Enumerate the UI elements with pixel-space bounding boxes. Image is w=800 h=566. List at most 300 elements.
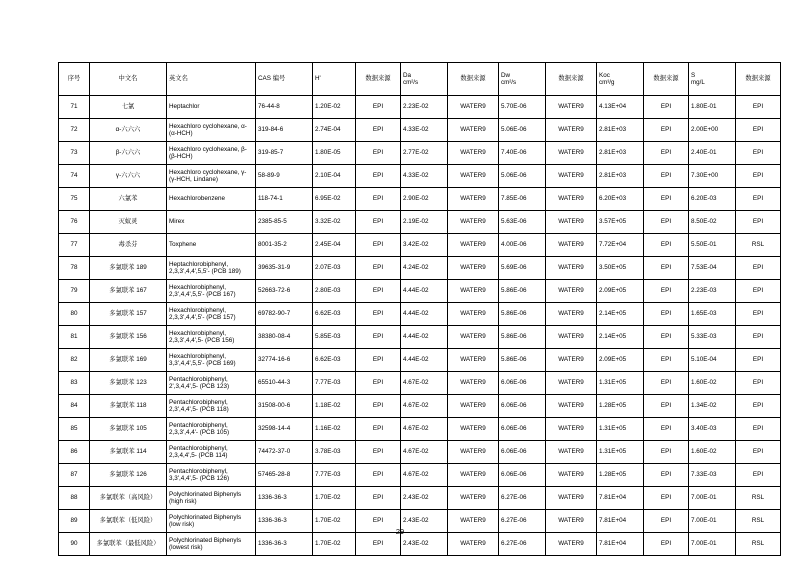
cell-index: 78 bbox=[59, 257, 90, 280]
cell-da-source: WATER9 bbox=[448, 464, 499, 487]
cell-cas-number: 1336-36-3 bbox=[256, 487, 313, 510]
cell-koc: 2.09E+05 bbox=[597, 349, 644, 372]
column-header-koc-source: 数据来源 bbox=[644, 63, 689, 96]
cell-h: 7.77E-03 bbox=[313, 464, 356, 487]
cell-koc: 7.81E+04 bbox=[597, 533, 644, 556]
cell-koc-source: EPI bbox=[644, 349, 689, 372]
cell-s: 5.10E-04 bbox=[689, 349, 736, 372]
cell-h: 2.74E-04 bbox=[313, 119, 356, 142]
cell-english-name: Pentachlorobiphenyl, 3,3',4,4',5- (PCB 126) bbox=[167, 464, 256, 487]
cell-s: 8.50E-02 bbox=[689, 211, 736, 234]
cell-chinese-name: 多氯联苯 167 bbox=[90, 280, 167, 303]
cell-dw: 5.06E-06 bbox=[499, 119, 546, 142]
cell-h-source: EPI bbox=[356, 280, 401, 303]
page-number: 29 bbox=[395, 527, 405, 536]
cell-h: 3.78E-03 bbox=[313, 441, 356, 464]
column-header-da-unit: cm²/s bbox=[403, 79, 419, 87]
cell-cas-number: 1336-36-3 bbox=[256, 510, 313, 533]
cell-chinese-name: 多氯联苯 189 bbox=[90, 257, 167, 280]
column-header-s-source: 数据来源 bbox=[736, 63, 781, 96]
cell-koc: 2.81E+03 bbox=[597, 142, 644, 165]
cell-h: 1.80E-05 bbox=[313, 142, 356, 165]
cell-s: 2.40E-01 bbox=[689, 142, 736, 165]
cell-dw: 5.86E-06 bbox=[499, 326, 546, 349]
cell-dw: 4.00E-06 bbox=[499, 234, 546, 257]
cell-koc: 2.09E+05 bbox=[597, 280, 644, 303]
cell-english-name: Heptachlor bbox=[167, 96, 256, 119]
column-header-koc-unit: cm³/g bbox=[599, 79, 615, 87]
cell-s: 1.80E-01 bbox=[689, 96, 736, 119]
cell-chinese-name: 毒杀芬 bbox=[90, 234, 167, 257]
cell-s: 7.00E-01 bbox=[689, 510, 736, 533]
cell-s-source: EPI bbox=[736, 372, 781, 395]
cell-da-source: WATER9 bbox=[448, 418, 499, 441]
cell-koc-source: EPI bbox=[644, 395, 689, 418]
cell-da: 4.44E-02 bbox=[401, 349, 448, 372]
cell-koc: 6.20E+03 bbox=[597, 188, 644, 211]
cell-h-source: EPI bbox=[356, 96, 401, 119]
cell-dw: 5.70E-06 bbox=[499, 96, 546, 119]
cell-index: 75 bbox=[59, 188, 90, 211]
cell-koc: 2.14E+05 bbox=[597, 326, 644, 349]
cell-dw-source: WATER9 bbox=[546, 487, 597, 510]
cell-index: 87 bbox=[59, 464, 90, 487]
cell-s-source: EPI bbox=[736, 119, 781, 142]
cell-da: 4.67E-02 bbox=[401, 441, 448, 464]
cell-cas-number: 32774-16-6 bbox=[256, 349, 313, 372]
cell-koc-source: EPI bbox=[644, 418, 689, 441]
cell-da: 4.67E-02 bbox=[401, 395, 448, 418]
table-row bbox=[59, 280, 781, 303]
table-row bbox=[59, 418, 781, 441]
cell-dw: 6.27E-06 bbox=[499, 487, 546, 510]
cell-da: 2.43E-02 bbox=[401, 533, 448, 556]
cell-da: 4.33E-02 bbox=[401, 119, 448, 142]
cell-english-name: Mirex bbox=[167, 211, 256, 234]
cell-da-source: WATER9 bbox=[448, 303, 499, 326]
cell-koc-source: EPI bbox=[644, 510, 689, 533]
cell-da-source: WATER9 bbox=[448, 257, 499, 280]
cell-koc: 1.31E+05 bbox=[597, 372, 644, 395]
cell-h-source: EPI bbox=[356, 533, 401, 556]
cell-s-source: EPI bbox=[736, 188, 781, 211]
cell-dw-source: WATER9 bbox=[546, 234, 597, 257]
cell-s: 2.00E+00 bbox=[689, 119, 736, 142]
cell-koc: 7.72E+04 bbox=[597, 234, 644, 257]
cell-da-source: WATER9 bbox=[448, 326, 499, 349]
cell-da-source: WATER9 bbox=[448, 372, 499, 395]
cell-cas-number: 1336-36-3 bbox=[256, 533, 313, 556]
cell-koc-source: EPI bbox=[644, 165, 689, 188]
cell-index: 74 bbox=[59, 165, 90, 188]
cell-h-source: EPI bbox=[356, 326, 401, 349]
cell-da-source: WATER9 bbox=[448, 234, 499, 257]
cell-s: 1.65E-03 bbox=[689, 303, 736, 326]
cell-da-source: WATER9 bbox=[448, 280, 499, 303]
cell-dw-source: WATER9 bbox=[546, 165, 597, 188]
cell-dw: 7.85E-06 bbox=[499, 188, 546, 211]
column-header-s-unit: mg/L bbox=[691, 79, 705, 87]
cell-h-source: EPI bbox=[356, 234, 401, 257]
table-header bbox=[59, 63, 781, 96]
cell-h: 2.45E-04 bbox=[313, 234, 356, 257]
cell-s-source: EPI bbox=[736, 418, 781, 441]
cell-cas-number: 57465-28-8 bbox=[256, 464, 313, 487]
table-header-row bbox=[59, 63, 781, 96]
table-row bbox=[59, 142, 781, 165]
cell-da: 3.42E-02 bbox=[401, 234, 448, 257]
cell-koc-source: EPI bbox=[644, 487, 689, 510]
cell-da-source: WATER9 bbox=[448, 165, 499, 188]
cell-h-source: EPI bbox=[356, 349, 401, 372]
cell-dw: 5.86E-06 bbox=[499, 303, 546, 326]
cell-dw: 6.06E-06 bbox=[499, 441, 546, 464]
cell-h-source: EPI bbox=[356, 441, 401, 464]
cell-chinese-name: 多氯联苯（高风险） bbox=[90, 487, 167, 510]
cell-s: 1.60E-02 bbox=[689, 441, 736, 464]
cell-cas-number: 8001-35-2 bbox=[256, 234, 313, 257]
cell-chinese-name: 多氯联苯 118 bbox=[90, 395, 167, 418]
cell-h-source: EPI bbox=[356, 188, 401, 211]
cell-h-source: EPI bbox=[356, 418, 401, 441]
table-row bbox=[59, 211, 781, 234]
cell-h: 1.16E-02 bbox=[313, 418, 356, 441]
cell-index: 81 bbox=[59, 326, 90, 349]
cell-h: 2.80E-03 bbox=[313, 280, 356, 303]
cell-koc: 4.13E+04 bbox=[597, 96, 644, 119]
table-row bbox=[59, 257, 781, 280]
cell-index: 85 bbox=[59, 418, 90, 441]
cell-koc-source: EPI bbox=[644, 280, 689, 303]
cell-dw-source: WATER9 bbox=[546, 303, 597, 326]
cell-english-name: Hexachlorobiphenyl, 2,3',4,4',5,5'- (PCB 167) bbox=[167, 280, 256, 303]
cell-koc: 7.81E+04 bbox=[597, 510, 644, 533]
table-row bbox=[59, 188, 781, 211]
cell-chinese-name: 多氯联苯 169 bbox=[90, 349, 167, 372]
column-header-english-name: 英文名 bbox=[167, 63, 256, 96]
cell-index: 82 bbox=[59, 349, 90, 372]
cell-s-source: EPI bbox=[736, 96, 781, 119]
column-header-h: H' bbox=[313, 63, 356, 96]
cell-koc-source: EPI bbox=[644, 234, 689, 257]
cell-index: 88 bbox=[59, 487, 90, 510]
cell-dw-source: WATER9 bbox=[546, 441, 597, 464]
cell-h-source: EPI bbox=[356, 303, 401, 326]
cell-da: 2.90E-02 bbox=[401, 188, 448, 211]
cell-index: 84 bbox=[59, 395, 90, 418]
cell-chinese-name: γ-六六六 bbox=[90, 165, 167, 188]
cell-s: 7.33E-03 bbox=[689, 464, 736, 487]
cell-koc: 2.81E+03 bbox=[597, 165, 644, 188]
cell-dw: 6.06E-06 bbox=[499, 418, 546, 441]
cell-cas-number: 76-44-8 bbox=[256, 96, 313, 119]
cell-dw-source: WATER9 bbox=[546, 326, 597, 349]
cell-h: 1.70E-02 bbox=[313, 510, 356, 533]
cell-english-name: Hexachlorobenzene bbox=[167, 188, 256, 211]
cell-koc-source: EPI bbox=[644, 142, 689, 165]
cell-chinese-name: β-六六六 bbox=[90, 142, 167, 165]
table-row bbox=[59, 303, 781, 326]
cell-cas-number: 118-74-1 bbox=[256, 188, 313, 211]
cell-h-source: EPI bbox=[356, 165, 401, 188]
column-header-dw: Dw cm²/s bbox=[499, 63, 546, 96]
cell-index: 90 bbox=[59, 533, 90, 556]
cell-chinese-name: 多氯联苯（最低风险） bbox=[90, 533, 167, 556]
table-row bbox=[59, 234, 781, 257]
cell-cas-number: 319-84-6 bbox=[256, 119, 313, 142]
cell-koc-source: EPI bbox=[644, 257, 689, 280]
cell-index: 76 bbox=[59, 211, 90, 234]
column-header-index: 序号 bbox=[59, 63, 90, 96]
table-row bbox=[59, 326, 781, 349]
cell-da-source: WATER9 bbox=[448, 188, 499, 211]
cell-dw-source: WATER9 bbox=[546, 96, 597, 119]
cell-h-source: EPI bbox=[356, 510, 401, 533]
cell-cas-number: 2385-85-5 bbox=[256, 211, 313, 234]
cell-s: 5.50E-01 bbox=[689, 234, 736, 257]
cell-english-name: Pentachlorobiphenyl, 2,3,3',4,4'- (PCB 105) bbox=[167, 418, 256, 441]
cell-h: 5.85E-03 bbox=[313, 326, 356, 349]
cell-dw: 7.40E-06 bbox=[499, 142, 546, 165]
cell-da-source: WATER9 bbox=[448, 211, 499, 234]
cell-index: 89 bbox=[59, 510, 90, 533]
cell-h: 3.32E-02 bbox=[313, 211, 356, 234]
table-row bbox=[59, 487, 781, 510]
cell-english-name: Pentachlorobiphenyl, 2,3,4,4',5- (PCB 114) bbox=[167, 441, 256, 464]
cell-koc-source: EPI bbox=[644, 326, 689, 349]
cell-da-source: WATER9 bbox=[448, 96, 499, 119]
table-row bbox=[59, 165, 781, 188]
cell-koc: 7.81E+04 bbox=[597, 487, 644, 510]
column-header-koc: Koc cm³/g bbox=[597, 63, 644, 96]
cell-koc: 3.57E+05 bbox=[597, 211, 644, 234]
cell-english-name: Pentachlorobiphenyl, 2,3',4,4',5- (PCB 118) bbox=[167, 395, 256, 418]
column-header-dw-source: 数据来源 bbox=[546, 63, 597, 96]
cell-s-source: EPI bbox=[736, 349, 781, 372]
cell-koc-source: EPI bbox=[644, 303, 689, 326]
cell-english-name: Polychlorinated Biphenyls (lowest risk) bbox=[167, 533, 256, 556]
cell-english-name: Hexachloro cyclohexane, α- (α-HCH) bbox=[167, 119, 256, 142]
cell-s: 7.00E-01 bbox=[689, 487, 736, 510]
cell-s-source: RSL bbox=[736, 487, 781, 510]
cell-koc-source: EPI bbox=[644, 372, 689, 395]
cell-dw: 6.06E-06 bbox=[499, 464, 546, 487]
column-header-da: Da cm²/s bbox=[401, 63, 448, 96]
cell-cas-number: 39635-31-9 bbox=[256, 257, 313, 280]
cell-english-name: Hexachloro cyclohexane, β- (β-HCH) bbox=[167, 142, 256, 165]
cell-da: 2.23E-02 bbox=[401, 96, 448, 119]
table-row bbox=[59, 96, 781, 119]
column-header-s: S mg/L bbox=[689, 63, 736, 96]
cell-s-source: RSL bbox=[736, 533, 781, 556]
cell-da-source: WATER9 bbox=[448, 533, 499, 556]
cell-cas-number: 31508-00-6 bbox=[256, 395, 313, 418]
cell-da: 2.43E-02 bbox=[401, 510, 448, 533]
cell-index: 83 bbox=[59, 372, 90, 395]
cell-chinese-name: 六氯苯 bbox=[90, 188, 167, 211]
cell-dw-source: WATER9 bbox=[546, 418, 597, 441]
cell-koc: 2.14E+05 bbox=[597, 303, 644, 326]
cell-dw: 5.86E-06 bbox=[499, 280, 546, 303]
cell-dw: 5.86E-06 bbox=[499, 349, 546, 372]
cell-h: 6.62E-03 bbox=[313, 349, 356, 372]
cell-h-source: EPI bbox=[356, 487, 401, 510]
cell-da: 4.33E-02 bbox=[401, 165, 448, 188]
cell-s-source: RSL bbox=[736, 234, 781, 257]
cell-dw-source: WATER9 bbox=[546, 395, 597, 418]
cell-chinese-name: 灭蚁灵 bbox=[90, 211, 167, 234]
cell-h: 1.70E-02 bbox=[313, 533, 356, 556]
cell-dw: 6.27E-06 bbox=[499, 510, 546, 533]
cell-koc: 1.28E+05 bbox=[597, 395, 644, 418]
cell-s: 7.00E-01 bbox=[689, 533, 736, 556]
chemical-properties-table bbox=[58, 62, 781, 556]
cell-dw-source: WATER9 bbox=[546, 280, 597, 303]
cell-dw: 6.06E-06 bbox=[499, 395, 546, 418]
table-row bbox=[59, 441, 781, 464]
table-row bbox=[59, 349, 781, 372]
cell-da-source: WATER9 bbox=[448, 142, 499, 165]
column-header-h-source: 数据来源 bbox=[356, 63, 401, 96]
cell-s-source: EPI bbox=[736, 165, 781, 188]
cell-dw-source: WATER9 bbox=[546, 372, 597, 395]
cell-english-name: Hexachlorobiphenyl, 3,3',4,4',5,5'- (PCB 169) bbox=[167, 349, 256, 372]
cell-h: 6.62E-03 bbox=[313, 303, 356, 326]
cell-english-name: Hexachlorobiphenyl, 2,3,3',4,4',5'- (PCB 157) bbox=[167, 303, 256, 326]
cell-chinese-name: 多氯联苯 123 bbox=[90, 372, 167, 395]
cell-koc: 1.31E+05 bbox=[597, 418, 644, 441]
cell-dw-source: WATER9 bbox=[546, 142, 597, 165]
cell-dw-source: WATER9 bbox=[546, 119, 597, 142]
cell-da: 4.44E-02 bbox=[401, 303, 448, 326]
cell-chinese-name: 七氯 bbox=[90, 96, 167, 119]
cell-cas-number: 74472-37-0 bbox=[256, 441, 313, 464]
cell-s: 7.53E-04 bbox=[689, 257, 736, 280]
cell-da: 4.44E-02 bbox=[401, 280, 448, 303]
cell-index: 72 bbox=[59, 119, 90, 142]
cell-cas-number: 52663-72-6 bbox=[256, 280, 313, 303]
table-row bbox=[59, 395, 781, 418]
cell-h-source: EPI bbox=[356, 142, 401, 165]
cell-koc-source: EPI bbox=[644, 188, 689, 211]
cell-koc-source: EPI bbox=[644, 119, 689, 142]
cell-da: 4.24E-02 bbox=[401, 257, 448, 280]
cell-english-name: Hexachlorobiphenyl, 2,3,3',4,4',5- (PCB 156) bbox=[167, 326, 256, 349]
cell-da-source: WATER9 bbox=[448, 487, 499, 510]
cell-koc: 1.28E+05 bbox=[597, 464, 644, 487]
cell-dw-source: WATER9 bbox=[546, 211, 597, 234]
cell-h-source: EPI bbox=[356, 257, 401, 280]
cell-s-source: EPI bbox=[736, 303, 781, 326]
cell-h-source: EPI bbox=[356, 395, 401, 418]
cell-da-source: WATER9 bbox=[448, 510, 499, 533]
cell-s-source: EPI bbox=[736, 395, 781, 418]
cell-koc: 2.81E+03 bbox=[597, 119, 644, 142]
column-header-dw-unit: cm²/s bbox=[501, 79, 517, 87]
cell-s-source: EPI bbox=[736, 441, 781, 464]
cell-chinese-name: 多氯联苯 105 bbox=[90, 418, 167, 441]
cell-cas-number: 65510-44-3 bbox=[256, 372, 313, 395]
cell-s-source: EPI bbox=[736, 464, 781, 487]
cell-da-source: WATER9 bbox=[448, 119, 499, 142]
cell-h: 1.20E-02 bbox=[313, 96, 356, 119]
cell-s: 3.40E-03 bbox=[689, 418, 736, 441]
cell-index: 77 bbox=[59, 234, 90, 257]
cell-english-name: Polychlorinated Biphenyls (high risk) bbox=[167, 487, 256, 510]
cell-english-name: Heptachlorobiphenyl, 2,3,3',4,4',5,5'- (PCB 189) bbox=[167, 257, 256, 280]
cell-dw: 5.69E-06 bbox=[499, 257, 546, 280]
cell-dw: 6.27E-06 bbox=[499, 533, 546, 556]
cell-s-source: EPI bbox=[736, 280, 781, 303]
cell-h-source: EPI bbox=[356, 464, 401, 487]
cell-chinese-name: 多氯联苯 114 bbox=[90, 441, 167, 464]
cell-dw: 5.06E-06 bbox=[499, 165, 546, 188]
cell-da: 4.67E-02 bbox=[401, 464, 448, 487]
cell-koc-source: EPI bbox=[644, 464, 689, 487]
cell-index: 86 bbox=[59, 441, 90, 464]
cell-h: 7.77E-03 bbox=[313, 372, 356, 395]
cell-cas-number: 38380-08-4 bbox=[256, 326, 313, 349]
cell-da: 4.44E-02 bbox=[401, 326, 448, 349]
cell-koc: 3.50E+05 bbox=[597, 257, 644, 280]
cell-cas-number: 319-85-7 bbox=[256, 142, 313, 165]
table-row bbox=[59, 119, 781, 142]
cell-da: 2.43E-02 bbox=[401, 487, 448, 510]
cell-chinese-name: 多氯联苯 126 bbox=[90, 464, 167, 487]
cell-chinese-name: α-六六六 bbox=[90, 119, 167, 142]
cell-da: 2.19E-02 bbox=[401, 211, 448, 234]
cell-da: 4.67E-02 bbox=[401, 418, 448, 441]
cell-dw-source: WATER9 bbox=[546, 257, 597, 280]
cell-da: 2.77E-02 bbox=[401, 142, 448, 165]
cell-h-source: EPI bbox=[356, 211, 401, 234]
cell-dw-source: WATER9 bbox=[546, 188, 597, 211]
cell-koc-source: EPI bbox=[644, 533, 689, 556]
column-header-cas-number: CAS 编号 bbox=[256, 63, 313, 96]
cell-s: 6.20E-03 bbox=[689, 188, 736, 211]
cell-h-source: EPI bbox=[356, 119, 401, 142]
cell-dw-source: WATER9 bbox=[546, 464, 597, 487]
cell-s: 5.33E-03 bbox=[689, 326, 736, 349]
cell-s-source: EPI bbox=[736, 142, 781, 165]
cell-h: 2.07E-03 bbox=[313, 257, 356, 280]
cell-h: 2.10E-04 bbox=[313, 165, 356, 188]
column-header-chinese-name: 中文名 bbox=[90, 63, 167, 96]
cell-s: 7.30E+00 bbox=[689, 165, 736, 188]
cell-english-name: Toxphene bbox=[167, 234, 256, 257]
cell-da-source: WATER9 bbox=[448, 349, 499, 372]
cell-index: 79 bbox=[59, 280, 90, 303]
cell-chinese-name: 多氯联苯 157 bbox=[90, 303, 167, 326]
cell-h: 1.18E-02 bbox=[313, 395, 356, 418]
cell-dw-source: WATER9 bbox=[546, 533, 597, 556]
cell-koc-source: EPI bbox=[644, 441, 689, 464]
cell-index: 73 bbox=[59, 142, 90, 165]
cell-s-source: RSL bbox=[736, 510, 781, 533]
cell-dw-source: WATER9 bbox=[546, 510, 597, 533]
cell-cas-number: 58-89-9 bbox=[256, 165, 313, 188]
cell-s-source: EPI bbox=[736, 326, 781, 349]
cell-chinese-name: 多氯联苯 156 bbox=[90, 326, 167, 349]
cell-koc: 1.31E+05 bbox=[597, 441, 644, 464]
cell-dw: 5.63E-06 bbox=[499, 211, 546, 234]
cell-dw: 6.06E-06 bbox=[499, 372, 546, 395]
cell-koc-source: EPI bbox=[644, 211, 689, 234]
cell-english-name: Pentachlorobiphenyl, 2',3,4,4',5- (PCB 123) bbox=[167, 372, 256, 395]
cell-s-source: EPI bbox=[736, 257, 781, 280]
table-body bbox=[59, 96, 781, 556]
cell-h-source: EPI bbox=[356, 372, 401, 395]
